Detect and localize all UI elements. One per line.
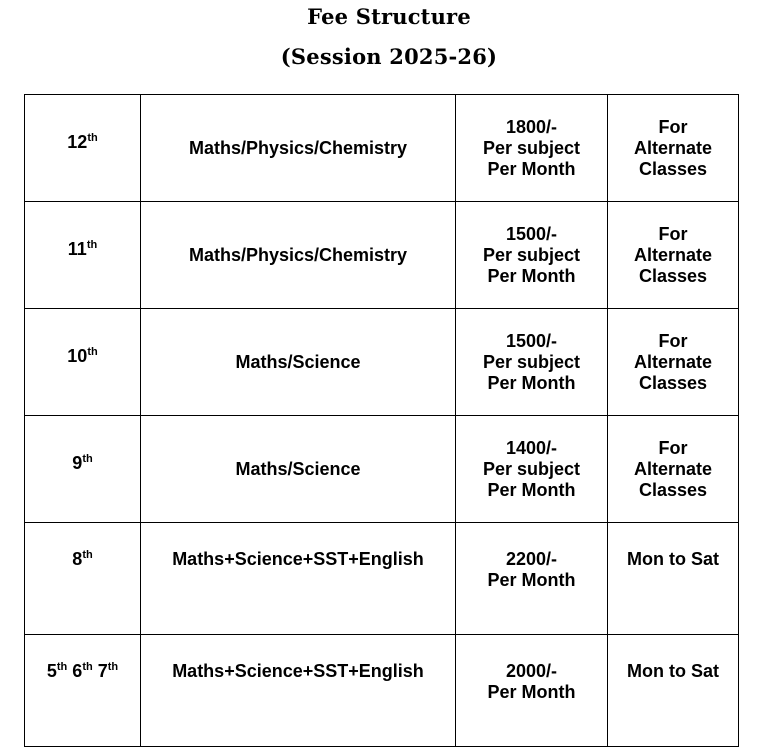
fee-amount: 1500/- [505,223,558,244]
fee-cell [456,635,608,747]
fee-basis: Per subject [482,244,581,265]
grade-cell [25,202,141,309]
grade-cell [25,416,141,523]
grade-suffix: th [107,661,119,673]
fee-amount: 2000/- [505,661,558,681]
fee-cell [456,309,608,416]
schedule-cell [608,416,739,523]
subjects-cell: Maths/Physics/Chemistry [141,95,456,202]
fee-amount: 2200/- [505,549,558,569]
schedule-line: Alternate [633,458,713,479]
fee-basis: Per subject [482,137,581,158]
grade-number: 12 [67,131,88,152]
schedule-line: Mon to Sat [627,661,719,681]
subjects-cell: Maths/Physics/Chemistry [141,202,456,309]
fee-cell [456,523,608,635]
schedule-cell [608,95,739,202]
table-row [25,309,739,416]
fee-period: Per Month [487,479,576,500]
schedule-cell [608,202,739,309]
page-title: Fee Structure [307,4,471,29]
fee-period: Per Month [487,570,576,590]
schedule-line: For [658,223,688,244]
fee-table [24,94,739,747]
fee-period: Per Month [487,372,576,393]
schedule-line: Classes [638,158,708,179]
session-subtitle: (Session 2025-26) [280,44,498,69]
schedule-line: Alternate [633,351,713,372]
subjects-cell: Maths/Science [141,416,456,523]
grade-number: 5 [46,661,57,681]
grade-cell [25,635,141,747]
fee-basis: Per subject [482,458,581,479]
grade-cell [25,309,141,416]
schedule-line: Classes [638,479,708,500]
fee-amount: 1400/- [505,437,558,458]
schedule-line: Alternate [633,244,713,265]
schedule-line: For [658,437,688,458]
grade-cell [25,523,141,635]
grade-suffix: th [82,661,93,673]
table-row [25,635,739,747]
grade-number: 6 [72,661,83,681]
fee-period: Per Month [487,158,576,179]
schedule-line: Mon to Sat [627,549,719,569]
fee-amount: 1500/- [505,330,558,351]
schedule-line: Alternate [633,137,713,158]
subjects-cell: Maths+Science+SST+English [141,523,456,635]
schedule-cell [608,635,739,747]
grade-suffix: th [82,549,93,561]
fee-cell [456,95,608,202]
schedule-line: For [658,116,688,137]
grade-cell [25,95,141,202]
fee-period: Per Month [487,265,576,286]
subjects-cell: Maths+Science+SST+English [141,635,456,747]
grade-suffix: th [86,238,98,251]
table-row [25,202,739,309]
schedule-line: Classes [638,372,708,393]
grade-suffix: th [56,661,68,673]
schedule-line: Classes [638,265,708,286]
fee-amount: 1800/- [505,116,558,137]
fee-basis: Per subject [482,351,581,372]
grade-suffix: th [82,452,93,465]
fee-period: Per Month [487,682,576,702]
schedule-cell [608,309,739,416]
table-row [25,95,739,202]
grade-number: 7 [97,661,108,681]
table-row [25,523,739,635]
grade-suffix: th [87,131,98,144]
grade-suffix: th [87,345,98,358]
table-row [25,416,739,523]
grade-number: 11 [67,238,87,259]
schedule-line: For [658,330,688,351]
fee-cell [456,416,608,523]
schedule-cell [608,523,739,635]
fee-cell [456,202,608,309]
grade-number: 8 [72,549,83,569]
subjects-cell: Maths/Science [141,309,456,416]
grade-number: 10 [67,345,88,366]
grade-number: 9 [72,452,83,473]
